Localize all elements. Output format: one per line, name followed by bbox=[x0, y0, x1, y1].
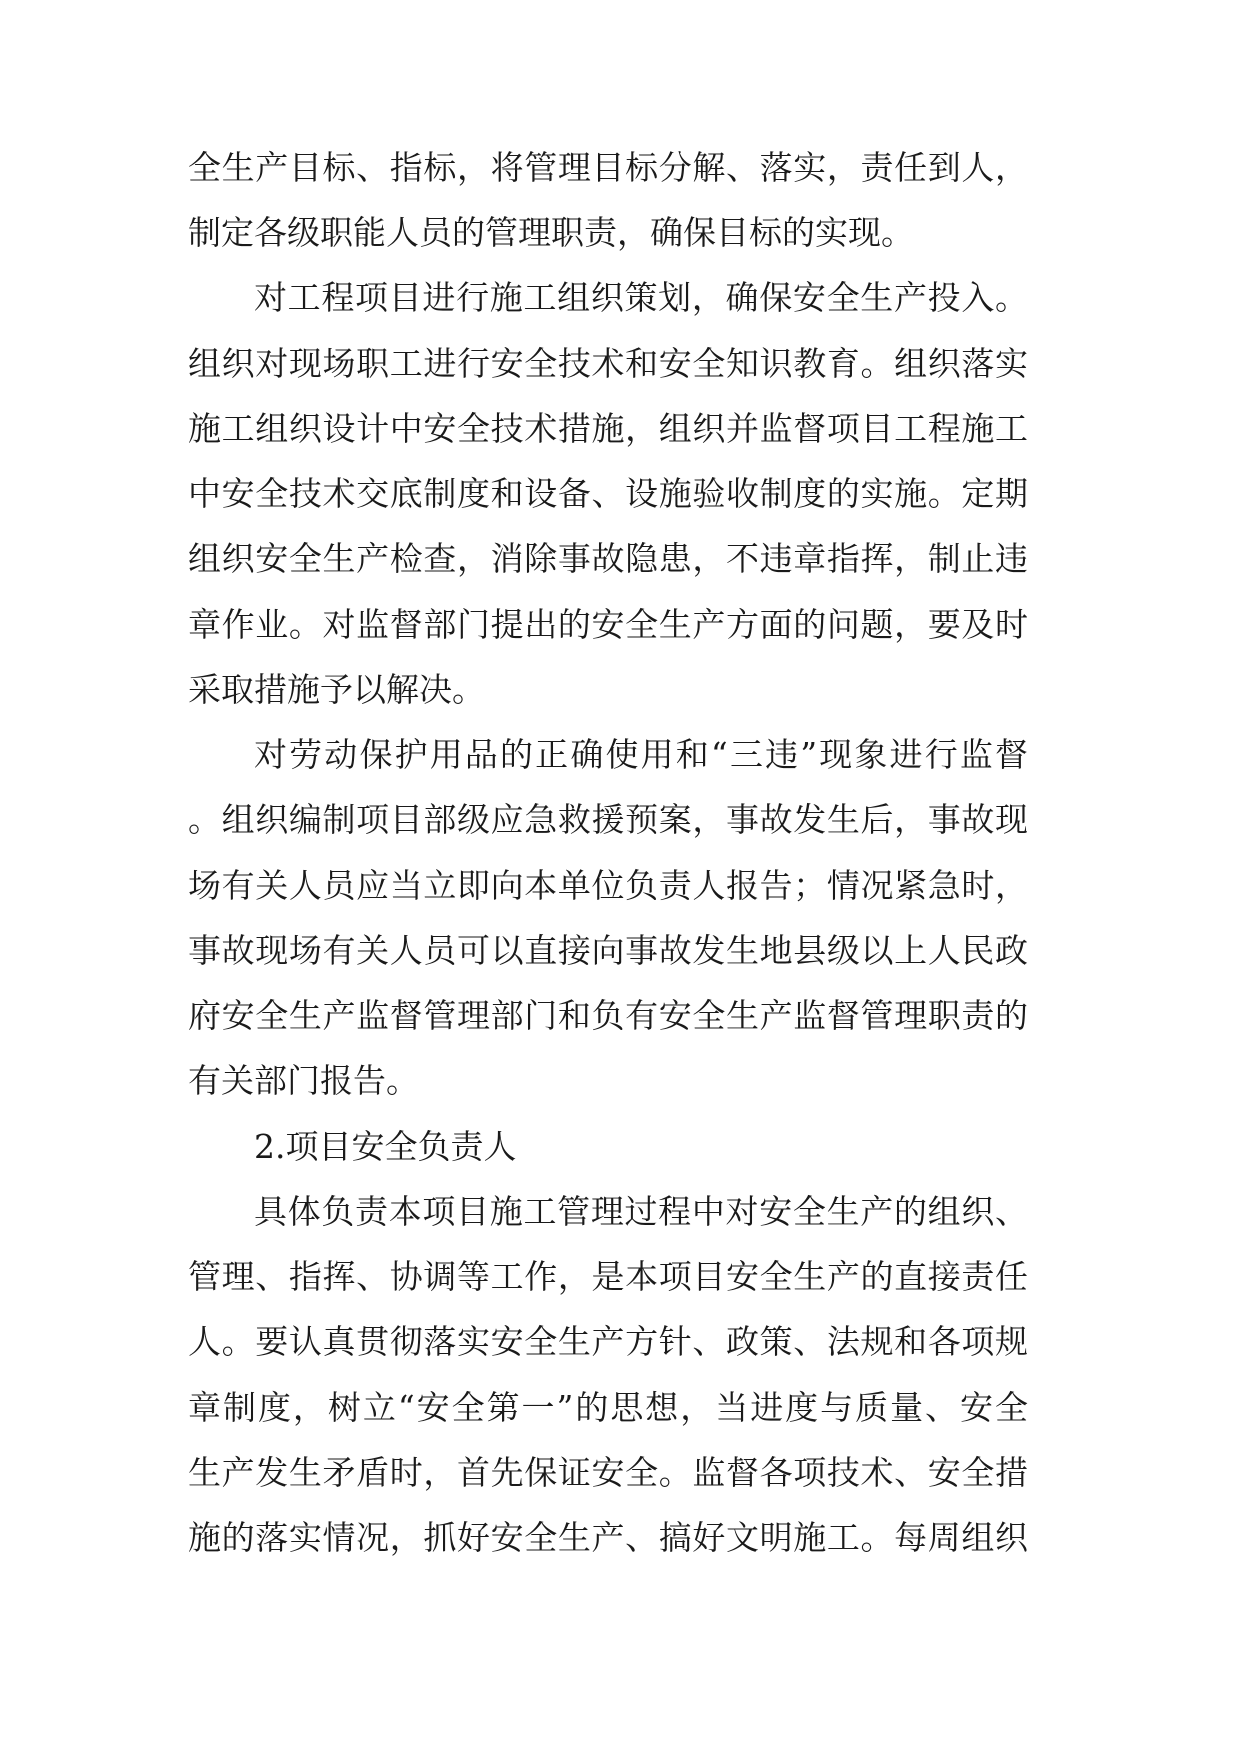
text-line: 人。要认真贯彻落实安全生产方针、政策、法规和各项规 bbox=[188, 1322, 1028, 1361]
section-heading: 2.项目安全负责人 bbox=[254, 1127, 517, 1166]
text-line: 事故现场有关人员可以直接向事故发生地县级以上人民政 bbox=[188, 931, 1028, 970]
text-line: 章作业。对监督部门提出的安全生产方面的问题，要及时 bbox=[188, 605, 1028, 644]
text-line: 管理、指挥、协调等工作，是本项目安全生产的直接责任 bbox=[188, 1257, 1028, 1296]
text-line: 组织安全生产检查，消除事故隐患，不违章指挥，制止违 bbox=[188, 539, 1028, 578]
text-line: 组织对现场职工进行安全技术和安全知识教育。组织落实 bbox=[188, 344, 1028, 383]
text-line: 具体负责本项目施工管理过程中对安全生产的组织、 bbox=[254, 1192, 1028, 1231]
text-line: 施的落实情况，抓好安全生产、搞好文明施工。每周组织 bbox=[188, 1518, 1028, 1557]
text-line: 生产发生矛盾时，首先保证安全。监督各项技术、安全措 bbox=[188, 1453, 1028, 1492]
text-line: 有关部门报告。 bbox=[188, 1061, 419, 1100]
text-line: 制定各级职能人员的管理职责，确保目标的实现。 bbox=[188, 213, 914, 252]
text-line: 全生产目标、指标，将管理目标分解、落实，责任到人， bbox=[188, 148, 1028, 187]
text-line: 对劳动保护用品的正确使用和“三违”现象进行监督 bbox=[254, 735, 1028, 774]
text-line: 场有关人员应当立即向本单位负责人报告；情况紧急时， bbox=[188, 866, 1028, 905]
text-line: 对工程项目进行施工组织策划，确保安全生产投入。 bbox=[254, 278, 1028, 317]
text-line: 。组织编制项目部级应急救援预案，事故发生后，事故现 bbox=[188, 800, 1028, 839]
text-line: 施工组织设计中安全技术措施，组织并监督项目工程施工 bbox=[188, 409, 1028, 448]
text-line: 采取措施予以解决。 bbox=[188, 670, 485, 709]
text-line: 章制度，树立“安全第一”的思想，当进度与质量、安全 bbox=[188, 1388, 1028, 1427]
text-line: 府安全生产监督管理部门和负有安全生产监督管理职责的 bbox=[188, 996, 1028, 1035]
text-line: 中安全技术交底制度和设备、设施验收制度的实施。定期 bbox=[188, 474, 1028, 513]
